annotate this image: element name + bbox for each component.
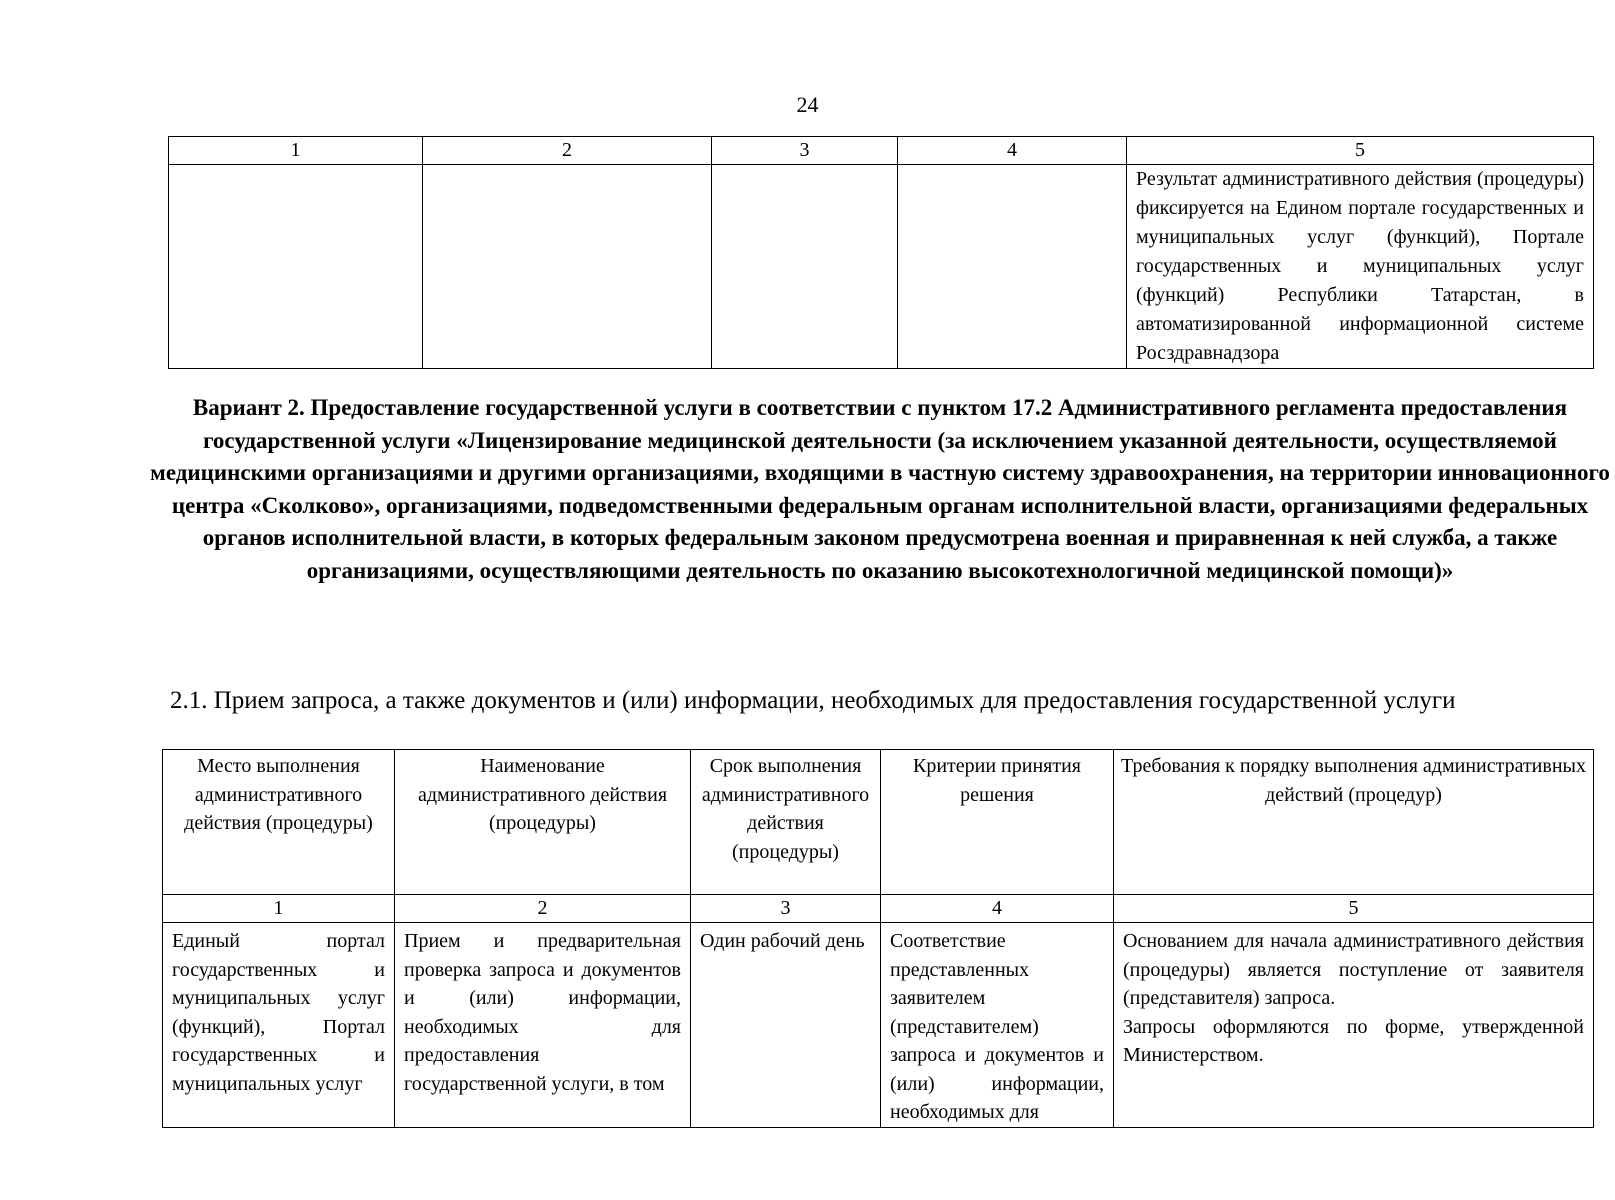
- column-number: 2: [423, 137, 712, 165]
- column-number: 4: [881, 895, 1114, 923]
- column-header-deadline: Срок выполнения административного действия (процедуры): [691, 750, 881, 895]
- column-number: 5: [1114, 895, 1594, 923]
- table-row: [169, 165, 1594, 369]
- column-number: 1: [163, 895, 395, 923]
- requirements-paragraph: Запросы оформляются по форме, утвержденной Министерством.: [1123, 1015, 1584, 1066]
- result-cell: Результат административного действия (процедуры) фиксируется на Едином портале государственных и муниципальных услуг (функций), Портале государственных и муниципальных услуг (функций) Республики Татарстан, в автоматизированной информационной системе Росздравнадзора: [1127, 165, 1594, 369]
- column-header-criteria: Критерии принятия решения: [881, 750, 1114, 895]
- table-cell-empty: [423, 165, 712, 369]
- column-number: 2: [395, 895, 691, 923]
- column-number: 4: [898, 137, 1127, 165]
- cell-action-name: Прием и предварительная проверка запроса и документов и (или) информации, необходимых для предоставления государственной услуги, в том: [395, 923, 691, 1128]
- page-number: 24: [796, 92, 819, 117]
- subsection-title: 2.1. Прием запроса, а также документов и (или) информации, необходимых для предоставления государственной услуги: [170, 687, 1456, 714]
- column-number: 3: [691, 895, 881, 923]
- table-cell-empty: [169, 165, 423, 369]
- table-cell-empty: [898, 165, 1127, 369]
- continuation-table: [168, 136, 1594, 369]
- column-number: 5: [1127, 137, 1594, 165]
- variant-heading: Вариант 2. Предоставление государственной услуги в соответствии с пунктом 17.2 Административного регламента предоставления государственной услуги «Лицензирование медицинской деятельности (за исключением указанной деятельности, осуществляемой медицинскими организациями и другими организациями, входящими в частную систему здравоохранения, на территории инновационного центра «Сколково», организациями, подведомственными федеральным органам исполнительной власти, организациями федеральных органов исполнительной власти, в которых федеральным законом предусмотрена военная и приравненная к ней служба, а также организациями, осуществляющими деятельность по оказанию высокотехнологичной медицинской помощи)»: [150, 395, 1610, 583]
- cell-criteria: Соответствие представленных заявителем (представителем) запроса и документов и (или) информации, необходимых для: [881, 923, 1114, 1128]
- cell-deadline: Один рабочий день: [691, 923, 881, 1128]
- table-row: [163, 923, 1594, 1128]
- cell-place: Единый портал государственных и муниципальных услуг (функций), Портал государственных и муниципальных услуг: [163, 923, 395, 1128]
- table-header-row: [163, 750, 1594, 895]
- table-cell-empty: [712, 165, 898, 369]
- procedure-table: [162, 749, 1594, 1128]
- requirements-paragraph: Основанием для начала административного действия (процедуры) является поступление от заявителя (представителя) запроса.: [1123, 930, 1584, 1009]
- column-header-action-name: Наименование административного действия (процедуры): [395, 750, 691, 895]
- column-number: 3: [712, 137, 898, 165]
- column-number: 1: [169, 137, 423, 165]
- column-header-requirements: Требования к порядку выполнения административных действий (процедур): [1114, 750, 1594, 895]
- column-number-row: [169, 137, 1594, 165]
- column-header-place: Место выполнения административного действия (процедуры): [163, 750, 395, 895]
- cell-requirements: [1114, 923, 1594, 1128]
- column-number-row: [163, 895, 1594, 923]
